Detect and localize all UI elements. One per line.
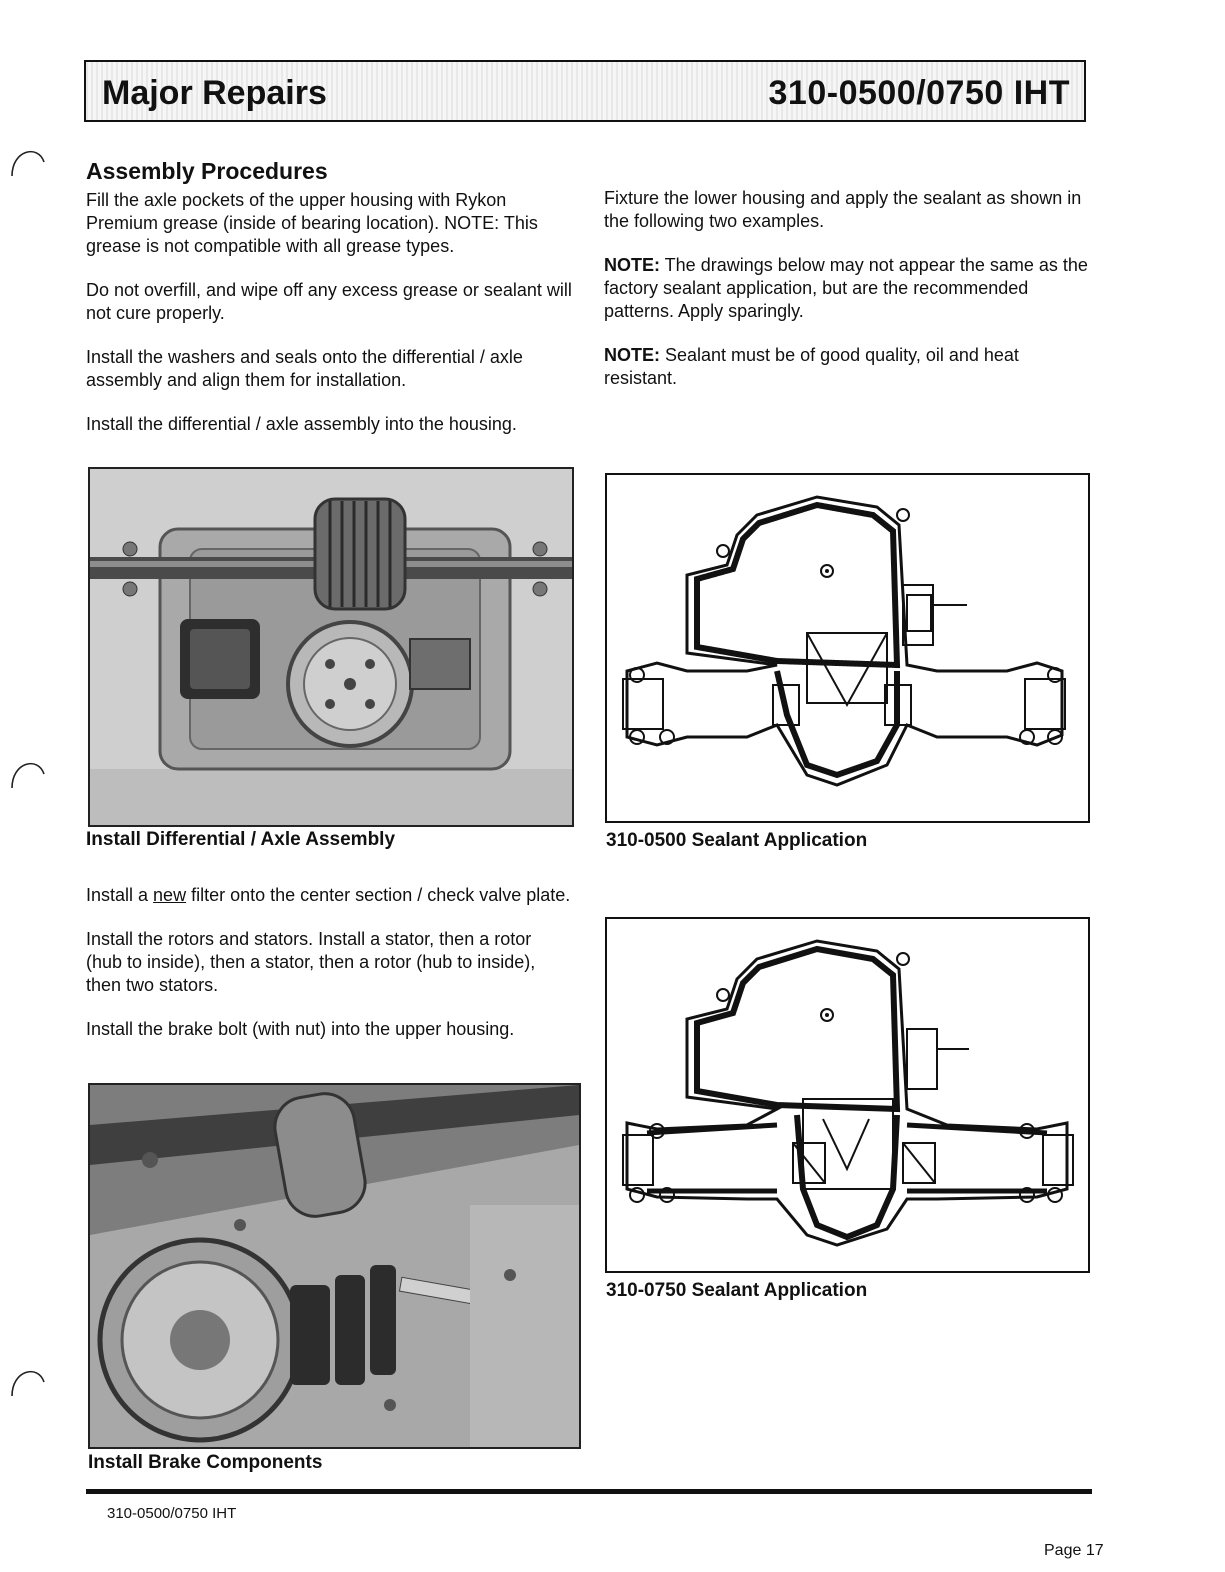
right-column [604,187,1090,390]
punch-hole-mark-middle [8,752,46,790]
left-column-lower [86,884,572,1041]
filter-text-start: Install a [86,885,154,905]
paragraph-note-sealant [604,344,1090,390]
paragraph-note-drawings [604,254,1090,323]
paragraph-fill-grease: Fill the axle pockets of the upper housing with Rykon Premium grease (inside of bearing location). NOTE: This grease is not compatible with all grease types. [86,190,538,256]
paragraph-install-brake-bolt: Install the brake bolt (with nut) into the upper housing. [86,1019,515,1039]
section-heading: Assembly Procedures [86,158,328,184]
filter-text-new: new [153,885,187,905]
paragraph-install-differential: Install the differential / axle assembly into the housing. [86,414,517,434]
drawing-310-0500-sealant [605,473,1090,823]
model-number: 310-0500/0750 IHT [768,74,1070,112]
caption-drawing-310-0500: 310-0500 Sealant Application [606,830,868,851]
drawing-310-0750-sealant [605,917,1090,1273]
caption-photo-differential: Install Differential / Axle Assembly [86,829,396,850]
page-header [84,60,1086,122]
photo-brake-components [88,1083,581,1449]
paragraph-install-filter [86,884,572,907]
note-label: NOTE: [604,255,660,275]
punch-hole-mark-bottom [8,1360,46,1398]
note-label: NOTE: [604,345,660,365]
paragraph-fixture-lower-housing: Fixture the lower housing and apply the sealant as shown in the following two examples. [604,188,1082,231]
paragraph-do-not-overfill: Do not overfill, and wipe off any excess grease or sealant will not cure properly. [86,280,572,323]
footer-doc-id: 310-0500/0750 IHT [107,1505,237,1522]
note-sealant-text: Sealant must be of good quality, oil and heat resistant. [604,345,1019,388]
caption-drawing-310-0750: 310-0750 Sealant Application [606,1280,868,1301]
caption-photo-brake: Install Brake Components [88,1452,323,1473]
paragraph-install-rotors: Install the rotors and stators. Install a stator, then a rotor (hub to inside), then a stator, then a rotor (hub to inside), then two stators. [86,929,536,995]
paragraph-install-washers: Install the washers and seals onto the differential / axle assembly and align them for installation. [86,347,523,390]
page-number: Page 17 [1044,1542,1104,1559]
photo-differential-axle-assembly [88,467,574,827]
punch-hole-mark-top [8,140,46,178]
left-column [86,158,572,436]
section-title: Major Repairs [102,74,327,112]
filter-text-end: filter onto the center section / check valve plate. [186,885,571,905]
note-drawings-text: The drawings below may not appear the same as the factory sealant application, but are the recommended patterns. Apply sparingly. [604,255,1088,321]
footer-rule [86,1489,1092,1494]
